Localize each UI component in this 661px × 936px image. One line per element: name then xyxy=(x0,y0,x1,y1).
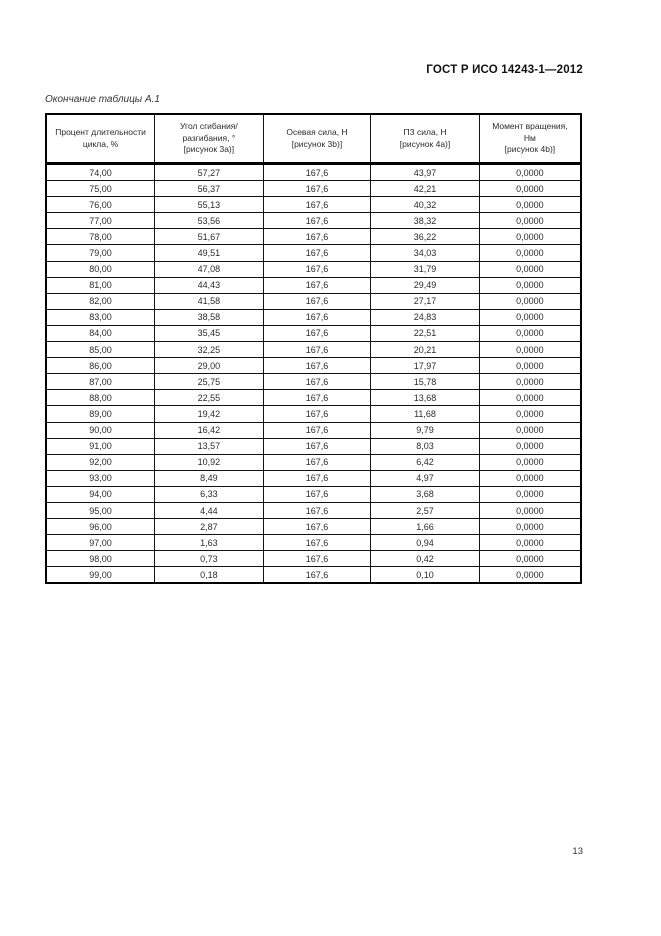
table-cell: 167,6 xyxy=(263,309,371,325)
table-cell: 16,42 xyxy=(155,422,264,438)
table-cell: 0,0000 xyxy=(479,358,581,374)
column-header-label: Процент длительности цикла, % xyxy=(55,127,146,149)
table-cell: 0,0000 xyxy=(479,342,581,358)
table-cell: 20,21 xyxy=(371,342,480,358)
table-row xyxy=(46,342,581,358)
table-cell: 0,0000 xyxy=(479,325,581,341)
table-cell: 0,0000 xyxy=(479,551,581,567)
column-header-flexion-angle xyxy=(155,114,264,164)
table-cell: 29,49 xyxy=(371,277,480,293)
table-cell: 167,6 xyxy=(263,519,371,535)
table-cell: 0,0000 xyxy=(479,422,581,438)
table-cell: 167,6 xyxy=(263,470,371,486)
table-cell: 0,0000 xyxy=(479,454,581,470)
table-cell: 4,44 xyxy=(155,502,264,518)
table-cell: 167,6 xyxy=(263,535,371,551)
table-cell: 13,57 xyxy=(155,438,264,454)
table-cell: 44,43 xyxy=(155,277,264,293)
document-title: ГОСТ Р ИСО 14243-1—2012 xyxy=(426,64,583,76)
table-cell: 53,56 xyxy=(155,213,264,229)
table-row xyxy=(46,422,581,438)
table-cell: 38,58 xyxy=(155,309,264,325)
table-cell: 4,97 xyxy=(371,470,480,486)
table-cell: 167,6 xyxy=(263,390,371,406)
table-cell: 80,00 xyxy=(46,261,155,277)
table-row xyxy=(46,245,581,261)
table-cell: 0,0000 xyxy=(479,309,581,325)
table-cell: 15,78 xyxy=(371,374,480,390)
table-row xyxy=(46,535,581,551)
table-cell: 0,0000 xyxy=(479,229,581,245)
table-cell: 31,79 xyxy=(371,261,480,277)
column-header-ap-force xyxy=(371,114,480,164)
table-row xyxy=(46,390,581,406)
table-cell: 85,00 xyxy=(46,342,155,358)
table-cell: 167,6 xyxy=(263,325,371,341)
table-cell: 17,97 xyxy=(371,358,480,374)
table-cell: 47,08 xyxy=(155,261,264,277)
table-cell: 167,6 xyxy=(263,358,371,374)
table-row xyxy=(46,293,581,309)
table-cell: 0,42 xyxy=(371,551,480,567)
table-cell: 0,18 xyxy=(155,567,264,584)
table-cell: 32,25 xyxy=(155,342,264,358)
table-row xyxy=(46,358,581,374)
table-cell: 0,0000 xyxy=(479,213,581,229)
table-cell: 167,6 xyxy=(263,502,371,518)
table-cell: 9,79 xyxy=(371,422,480,438)
column-header-label: ПЗ сила, Н xyxy=(403,127,447,138)
column-header-note: [рисунок 4a)] xyxy=(399,138,451,149)
table-cell: 92,00 xyxy=(46,454,155,470)
table-cell: 167,6 xyxy=(263,229,371,245)
table-cell: 6,42 xyxy=(371,454,480,470)
column-header-note: [рисунок 3b)] xyxy=(291,138,343,149)
table-cell: 13,68 xyxy=(371,390,480,406)
table-cell: 43,97 xyxy=(371,164,480,181)
column-header-label: Угол сгибания/разгибания, ° xyxy=(180,121,238,143)
table-cell: 0,0000 xyxy=(479,502,581,518)
table-cell: 8,49 xyxy=(155,470,264,486)
table-cell: 167,6 xyxy=(263,261,371,277)
table-row xyxy=(46,164,581,181)
table-cell: 0,0000 xyxy=(479,535,581,551)
table-row xyxy=(46,197,581,213)
table-cell: 36,22 xyxy=(371,229,480,245)
column-header-axial-force xyxy=(263,114,371,164)
table-cell: 167,6 xyxy=(263,181,371,197)
table-cell: 167,6 xyxy=(263,567,371,584)
table-cell: 1,63 xyxy=(155,535,264,551)
table-row xyxy=(46,229,581,245)
table-row xyxy=(46,486,581,502)
table-body xyxy=(46,164,581,584)
page-number: 13 xyxy=(572,846,583,857)
table-cell: 3,68 xyxy=(371,486,480,502)
table-cell: 93,00 xyxy=(46,470,155,486)
table-cell: 1,66 xyxy=(371,519,480,535)
table-cell: 27,17 xyxy=(371,293,480,309)
table-row xyxy=(46,406,581,422)
table-cell: 0,0000 xyxy=(479,374,581,390)
table-cell: 38,32 xyxy=(371,213,480,229)
table-cell: 22,55 xyxy=(155,390,264,406)
table-caption: Окончание таблицы А.1 xyxy=(45,94,160,105)
table-cell: 97,00 xyxy=(46,535,155,551)
table-cell: 22,51 xyxy=(371,325,480,341)
table-row xyxy=(46,325,581,341)
table-row xyxy=(46,213,581,229)
table-cell: 0,10 xyxy=(371,567,480,584)
table-cell: 56,37 xyxy=(155,181,264,197)
table-cell: 0,0000 xyxy=(479,181,581,197)
table-cell: 77,00 xyxy=(46,213,155,229)
column-header-note: [рисунок 3a)] xyxy=(183,144,235,155)
table-row xyxy=(46,374,581,390)
table-cell: 0,0000 xyxy=(479,164,581,181)
column-header-label: Момент вращения, Нм xyxy=(492,121,568,143)
table-row xyxy=(46,181,581,197)
table-cell: 82,00 xyxy=(46,293,155,309)
table-cell: 10,92 xyxy=(155,454,264,470)
table-row xyxy=(46,470,581,486)
column-header-cycle-percent xyxy=(46,114,155,164)
table-cell: 0,94 xyxy=(371,535,480,551)
table-row xyxy=(46,519,581,535)
table-cell: 99,00 xyxy=(46,567,155,584)
table-cell: 24,83 xyxy=(371,309,480,325)
table-cell: 78,00 xyxy=(46,229,155,245)
table-header xyxy=(46,114,581,164)
table-cell: 96,00 xyxy=(46,519,155,535)
table-cell: 40,32 xyxy=(371,197,480,213)
table-cell: 0,0000 xyxy=(479,245,581,261)
column-header-note: [рисунок 4b)] xyxy=(504,144,556,155)
table-cell: 76,00 xyxy=(46,197,155,213)
table-cell: 95,00 xyxy=(46,502,155,518)
table-cell: 91,00 xyxy=(46,438,155,454)
table-cell: 0,0000 xyxy=(479,519,581,535)
table-cell: 0,0000 xyxy=(479,197,581,213)
table-cell: 84,00 xyxy=(46,325,155,341)
table-cell: 167,6 xyxy=(263,342,371,358)
table-cell: 35,45 xyxy=(155,325,264,341)
load-profile-table xyxy=(45,113,582,584)
table-cell: 167,6 xyxy=(263,213,371,229)
table-row xyxy=(46,567,581,584)
table-row xyxy=(46,277,581,293)
table-cell: 25,75 xyxy=(155,374,264,390)
table-cell: 0,0000 xyxy=(479,486,581,502)
table-cell: 0,0000 xyxy=(479,470,581,486)
table-row xyxy=(46,309,581,325)
table-cell: 41,58 xyxy=(155,293,264,309)
table-cell: 19,42 xyxy=(155,406,264,422)
table-cell: 167,6 xyxy=(263,197,371,213)
table-cell: 0,0000 xyxy=(479,438,581,454)
table-row xyxy=(46,502,581,518)
table-cell: 88,00 xyxy=(46,390,155,406)
table-cell: 167,6 xyxy=(263,245,371,261)
table-cell: 6,33 xyxy=(155,486,264,502)
table-cell: 81,00 xyxy=(46,277,155,293)
table-cell: 89,00 xyxy=(46,406,155,422)
table-cell: 167,6 xyxy=(263,422,371,438)
table-cell: 167,6 xyxy=(263,551,371,567)
table-cell: 94,00 xyxy=(46,486,155,502)
table-cell: 0,73 xyxy=(155,551,264,567)
table-cell: 42,21 xyxy=(371,181,480,197)
table-cell: 2,57 xyxy=(371,502,480,518)
table-cell: 74,00 xyxy=(46,164,155,181)
table-cell: 49,51 xyxy=(155,245,264,261)
column-header-rotation-torque xyxy=(479,114,581,164)
table-cell: 167,6 xyxy=(263,293,371,309)
table-cell: 167,6 xyxy=(263,486,371,502)
table-cell: 167,6 xyxy=(263,164,371,181)
column-header-label: Осевая сила, Н xyxy=(286,127,348,138)
table-row xyxy=(46,438,581,454)
table-cell: 29,00 xyxy=(155,358,264,374)
table-cell: 167,6 xyxy=(263,454,371,470)
table-cell: 0,0000 xyxy=(479,293,581,309)
table-cell: 2,87 xyxy=(155,519,264,535)
table-cell: 167,6 xyxy=(263,277,371,293)
table-cell: 51,67 xyxy=(155,229,264,245)
table-header-row xyxy=(46,114,581,164)
table-cell: 57,27 xyxy=(155,164,264,181)
table-cell: 75,00 xyxy=(46,181,155,197)
table-cell: 90,00 xyxy=(46,422,155,438)
table-cell: 167,6 xyxy=(263,374,371,390)
table-cell: 0,0000 xyxy=(479,261,581,277)
table-row xyxy=(46,454,581,470)
table-cell: 0,0000 xyxy=(479,567,581,584)
table-cell: 34,03 xyxy=(371,245,480,261)
table-cell: 0,0000 xyxy=(479,277,581,293)
table-cell: 167,6 xyxy=(263,406,371,422)
table-cell: 0,0000 xyxy=(479,390,581,406)
table-cell: 87,00 xyxy=(46,374,155,390)
table-row xyxy=(46,261,581,277)
table-cell: 98,00 xyxy=(46,551,155,567)
table-cell: 83,00 xyxy=(46,309,155,325)
table-cell: 79,00 xyxy=(46,245,155,261)
table-row xyxy=(46,551,581,567)
table-cell: 0,0000 xyxy=(479,406,581,422)
table-cell: 55,13 xyxy=(155,197,264,213)
table-cell: 167,6 xyxy=(263,438,371,454)
table-cell: 11,68 xyxy=(371,406,480,422)
table-cell: 86,00 xyxy=(46,358,155,374)
table-cell: 8,03 xyxy=(371,438,480,454)
